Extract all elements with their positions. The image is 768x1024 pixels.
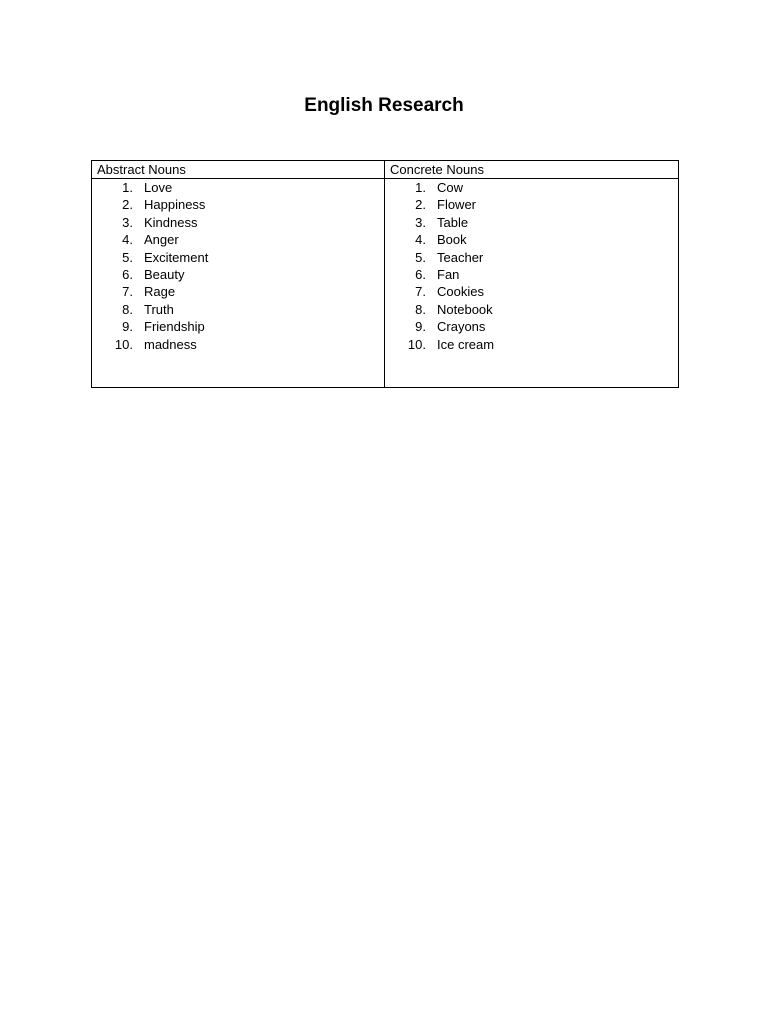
item-number: 2. (122, 197, 133, 213)
list-item (92, 231, 384, 248)
item-text: Friendship (144, 319, 205, 335)
item-number: 1. (122, 180, 133, 195)
item-text: Table (437, 214, 469, 230)
item-number: 5. (415, 249, 426, 265)
abstract-nouns-list (92, 179, 384, 353)
page-title: English Research (304, 95, 464, 116)
item-text: Truth (144, 301, 174, 317)
table-body-row (92, 179, 679, 388)
header-abstract-nouns: Abstract Nouns (92, 161, 385, 179)
list-item (385, 266, 678, 283)
list-item (385, 196, 678, 213)
item-number: 3. (415, 214, 426, 230)
list-item (385, 179, 678, 196)
item-text: Flower (437, 197, 477, 213)
item-text: Ice cream (437, 336, 495, 352)
item-number: 7. (415, 284, 426, 300)
item-text: Rage (144, 284, 176, 300)
list-item (92, 179, 384, 196)
list-item (92, 301, 384, 318)
item-number: 8. (415, 301, 426, 317)
item-number: 9. (122, 319, 133, 335)
item-number: 2. (415, 197, 426, 213)
list-item (385, 336, 678, 353)
item-text: Happiness (144, 197, 206, 213)
item-number: 3. (122, 214, 133, 230)
item-number: 10. (407, 336, 426, 352)
list-item (92, 318, 384, 335)
item-text: Book (437, 232, 467, 248)
item-text: Notebook (437, 301, 493, 317)
concrete-nouns-list (385, 179, 678, 353)
item-text: Cow (437, 180, 464, 195)
item-number: 6. (415, 266, 426, 282)
concrete-nouns-cell (385, 179, 679, 388)
item-text: Excitement (144, 249, 209, 265)
item-number: 4. (415, 232, 426, 248)
item-text: Fan (437, 266, 460, 282)
list-item (385, 301, 678, 318)
item-number: 10. (114, 336, 133, 352)
noun-table (91, 160, 679, 388)
item-text: Beauty (144, 266, 185, 282)
item-number: 5. (122, 249, 133, 265)
item-text: Love (144, 180, 173, 195)
list-item (92, 249, 384, 266)
list-item (385, 283, 678, 300)
list-item (92, 336, 384, 353)
list-item (385, 214, 678, 231)
item-text: Teacher (437, 249, 484, 265)
list-item (92, 266, 384, 283)
abstract-nouns-cell (92, 179, 385, 388)
list-item (92, 283, 384, 300)
list-item (92, 196, 384, 213)
item-text: Kindness (144, 214, 198, 230)
item-text: Cookies (437, 284, 484, 300)
item-number: 8. (122, 301, 133, 317)
item-number: 9. (415, 319, 426, 335)
item-text: Crayons (437, 319, 486, 335)
item-text: Anger (144, 232, 179, 248)
list-item (385, 249, 678, 266)
item-number: 4. (122, 232, 133, 248)
list-item (385, 318, 678, 335)
table-header-row (92, 161, 679, 179)
item-number: 1. (415, 180, 426, 195)
list-item (92, 214, 384, 231)
item-number: 7. (122, 284, 133, 300)
list-item (385, 231, 678, 248)
header-concrete-nouns: Concrete Nouns (385, 161, 679, 179)
item-text: madness (144, 336, 197, 352)
item-number: 6. (122, 266, 133, 282)
